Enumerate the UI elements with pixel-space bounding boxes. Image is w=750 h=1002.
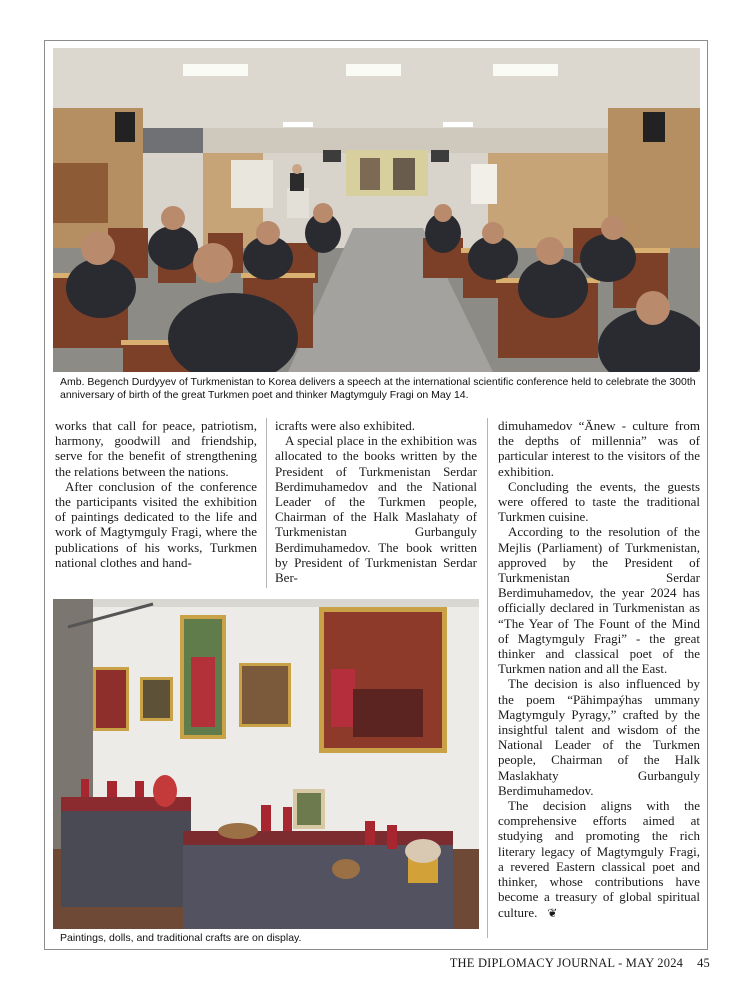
paragraph: The decision is also influenced by the poem “Pähimpaýhas ummany Magtymguly Pyragy,” crafted by the insightful talent and wisdom of the National Leader of the Turkmen people, Chairman of the Halk Maslakhaty Gurbanguly Berdimuhamedov.: [498, 676, 700, 798]
top-photo-caption: Amb. Begench Durdyyev of Turkmenistan to Korea delivers a speech at the international scientific conference held to celebrate the 300th anniversary of birth of the great Turkmen poet and thinker Magtymguly Fragi on May 14.: [60, 376, 696, 401]
article-column-2: [275, 418, 477, 585]
page-number: 45: [697, 956, 710, 970]
exhibition-photo: [53, 599, 479, 929]
page-footer: [0, 956, 710, 971]
paragraph: Concluding the events, the guests were offered to taste the traditional Turkmen cuisine.: [498, 478, 700, 525]
conference-hall-photo: [53, 48, 700, 372]
end-mark-icon: ❦: [547, 905, 558, 920]
journal-name: THE DIPLOMACY JOURNAL - MAY 2024: [449, 956, 684, 970]
bottom-photo-caption: Paintings, dolls, and traditional crafts are on display.: [60, 932, 302, 944]
paragraph: works that call for peace, patriotism, harmony, goodwill and friendship, serve for the benefit of strengthening the relations between the nations.: [55, 418, 257, 479]
article-column-3: [498, 418, 700, 921]
paragraph-text: The decision aligns with the comprehensive efforts aimed at studying and promoting the rich literary legacy of Magtymguly Fragi, a revered Eastern classical poet and thinker, whose contributions have become a treasury of global spiritual culture.: [498, 798, 700, 920]
article-column-1: [55, 418, 257, 570]
paragraph: According to the resolution of the Mejlis (Parliament) of Turkmenistan, approved by the President of Turkmenistan Serdar Berdimuhamedov, the year 2024 has officially declared in Turkmenistan as “The Year of The Fount of the Mind of Magtymguly Fragi” - the great thinker and classical poet of the Turkmen nation and all the East.: [498, 524, 700, 677]
paragraph: dimuhamedov “Änew - culture from the depths of millennia” was of particular interest to the visitors of the exhibition.: [498, 418, 700, 479]
paragraph: [498, 798, 700, 921]
column-divider: [487, 418, 488, 938]
column-divider: [266, 418, 267, 588]
paragraph: After conclusion of the conference the participants visited the exhibition of paintings dedicated to the life and work of Magtymguly Fragi, where the publications of his works, Turkmen national clothes and hand-: [55, 478, 257, 570]
paragraph: icrafts were also exhibited.: [275, 418, 416, 433]
paragraph: A special place in the exhibition was allocated to the books written by the President of Turkmenistan Serdar Berdimuhamedov and the National Leader of the Turkmen people, Chairman of the Halk Maslahaty of Turkmenistan Gurbanguly Berdimuhamedov. The book written by President of Turkmenistan Serdar Ber-: [275, 433, 477, 586]
